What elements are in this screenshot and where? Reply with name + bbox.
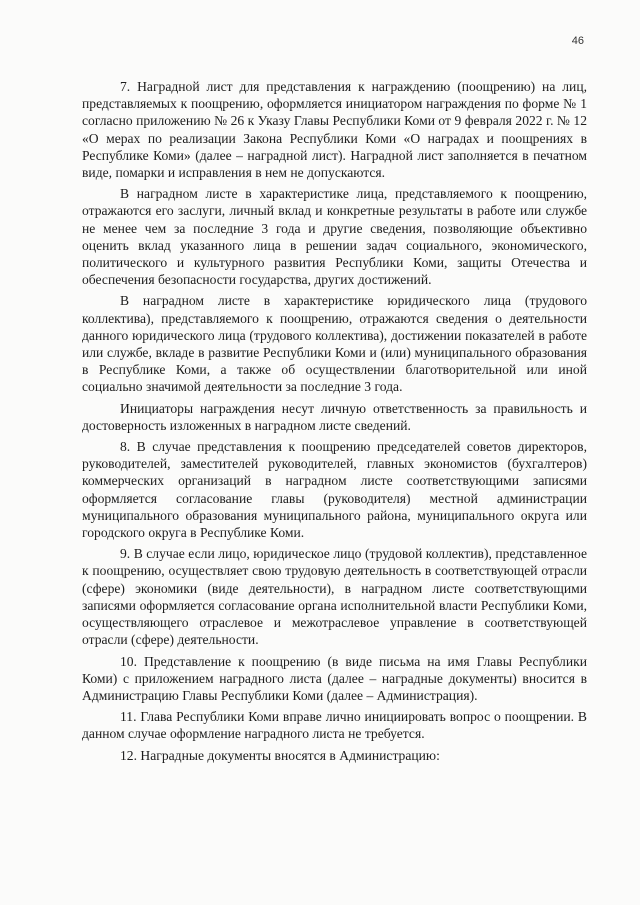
paragraph-initiators-responsibility: Инициаторы награждения несут личную ответственность за правильность и достоверность изложенных в наградном листе сведений.: [82, 400, 587, 433]
paragraph-9: 9. В случае если лицо, юридическое лицо (трудовой коллектив), представленное к поощрению, осуществляет свою трудовую деятельность в соответствующей отрасли (сфере) экономики (виде деятельности), в наградном листе соответствующими записями оформляется согласование органа исполнительной власти Республики Коми, осуществляющего отраслевое и межотраслевое управление в соответствующей отрасли (сфере) деятельности.: [82, 546, 587, 648]
document-body: [82, 78, 587, 768]
paragraph-11: 11. Глава Республики Коми вправе лично инициировать вопрос о поощрении. В данном случае оформление наградного листа не требуется.: [82, 709, 587, 742]
paragraph-characteristic-person: В наградном листе в характеристике лица, представляемого к поощрению, отражаются его заслуги, личный вклад и конкретные результаты в работе или службе не менее чем за последние 3 года и другие сведения, позволяющие объективно оценить вклад указанного лица в решении задач социального, экономического, политического и культурного развития Республики Коми, защиты Отечества и обеспечения безопасности государства, других достижений.: [82, 186, 587, 288]
page-number: 46: [571, 35, 584, 47]
paragraph-7: 7. Наградной лист для представления к награждению (поощрению) на лиц, представляемых к поощрению, оформляется инициатором награждения по форме № 1 согласно приложению № 26 к Указу Главы Республики Коми от 9 февраля 2022 г. № 12 «О мерах по реализации Закона Республики Коми «О наградах и поощрениях в Республике Коми» (далее – наградной лист). Наградной лист заполняется в печатном виде, помарки и исправления в нем не допускаются.: [82, 79, 587, 181]
paragraph-12: 12. Наградные документы вносятся в Администрацию:: [120, 747, 440, 763]
paragraph-8: 8. В случае представления к поощрению председателей советов директоров, руководителей, заместителей руководителей, главных экономистов (бухгалтеров) коммерческих организаций в наградном листе соответствующими записями оформляется согласование главы (руководителя) местной администрации муниципального образования муниципального района, муниципального округа или городского округа в Республике Коми.: [82, 439, 587, 541]
paragraph-10: 10. Представление к поощрению (в виде письма на имя Главы Республики Коми) с приложением наградного листа (далее – наградные документы) вносится в Администрацию Главы Республики Коми (далее – Администрация).: [82, 653, 587, 703]
paragraph-characteristic-legal-entity: В наградном листе в характеристике юридического лица (трудового коллектива), представляемого к поощрению, отражаются сведения о деятельности данного юридического лица (трудового коллектива), достижении показателей в работе или службе, вкладе в развитие Республики Коми и (или) муниципального образования в Республике Коми, а также об осуществлении благотворительной или иной социально значимой деятельности за последние 3 года.: [82, 293, 587, 395]
